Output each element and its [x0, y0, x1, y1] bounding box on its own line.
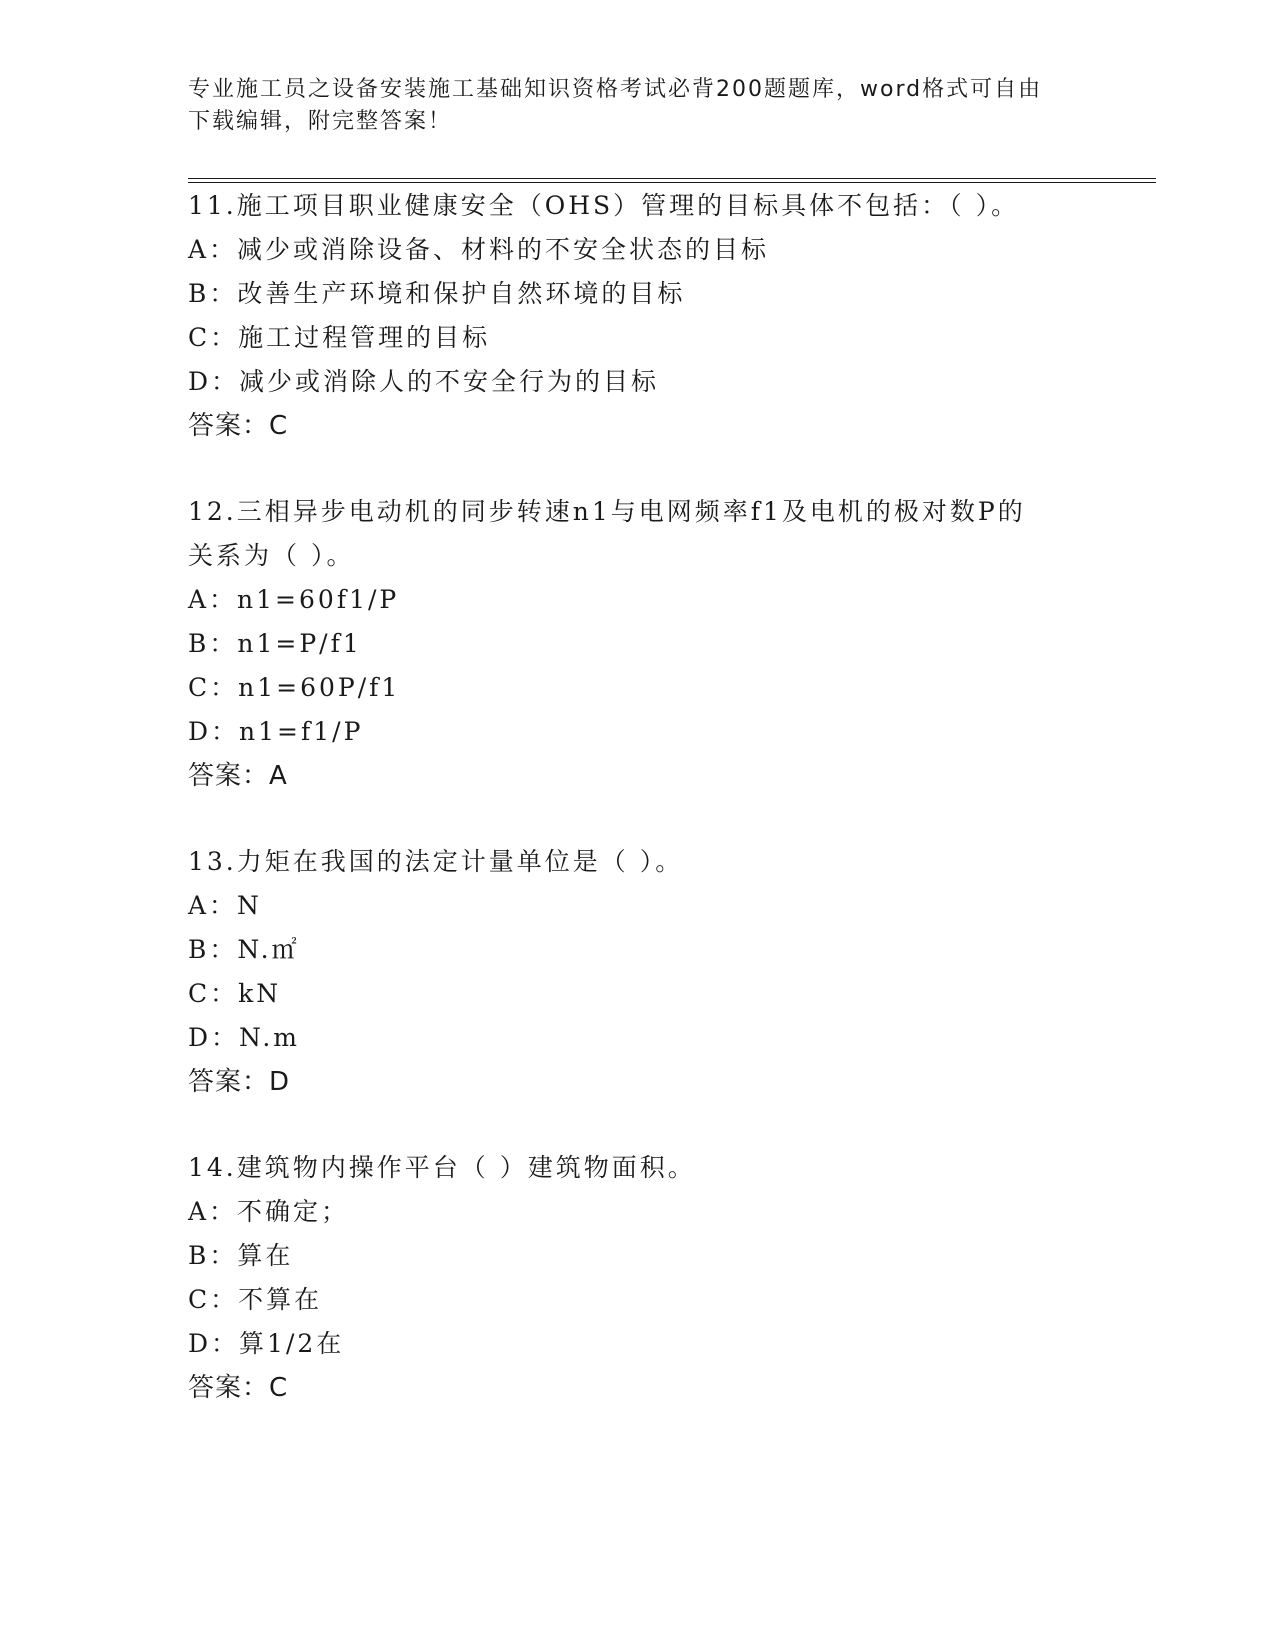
question-stem-continued: 关系为（ ）。	[188, 541, 355, 570]
option-c: C：施工过程管理的目标	[188, 323, 491, 352]
header-line-2: 下载编辑，附完整答案！	[188, 109, 453, 134]
option-d: D：N.m	[188, 1023, 300, 1052]
option-b: B：算在	[188, 1241, 294, 1270]
header-divider-top	[188, 178, 1156, 179]
question-stem: 12.三相异步电动机的同步转速n1与电网频率f1及电机的极对数P的	[188, 497, 1026, 526]
option-c: C：n1=60P/f1	[188, 673, 401, 702]
answer-label: 答案：D	[188, 1067, 291, 1097]
answer-label: 答案：C	[188, 1373, 289, 1403]
option-d: D：n1=f1/P	[188, 717, 364, 746]
question-stem: 14.建筑物内操作平台（ ）建筑物面积。	[188, 1153, 696, 1182]
option-a: A：不确定；	[188, 1197, 350, 1226]
document-header	[188, 74, 1068, 138]
option-b: B：改善生产环境和保护自然环境的目标	[188, 279, 686, 308]
answer-label: 答案：C	[188, 411, 289, 441]
header-divider-bottom	[188, 182, 1156, 183]
answer-label: 答案：A	[188, 761, 288, 791]
option-a: A：n1=60f1/P	[188, 585, 400, 614]
option-a: A：减少或消除设备、材料的不安全状态的目标	[188, 235, 770, 264]
question-stem: 11.施工项目职业健康安全（OHS）管理的目标具体不包括：（ ）。	[188, 191, 1020, 220]
option-a: A：N	[188, 891, 262, 920]
option-d: D：减少或消除人的不安全行为的目标	[188, 367, 660, 396]
header-line-1: 专业施工员之设备安装施工基础知识资格考试必背200题题库，word格式可自由	[188, 77, 1043, 102]
option-b: B：N.㎡	[188, 935, 300, 964]
option-c: C：kN	[188, 979, 282, 1008]
option-c: C：不算在	[188, 1285, 323, 1314]
option-b: B：n1=P/f1	[188, 629, 362, 658]
option-d: D：算1/2在	[188, 1329, 345, 1358]
question-stem: 13.力矩在我国的法定计量单位是（ ）。	[188, 847, 684, 876]
